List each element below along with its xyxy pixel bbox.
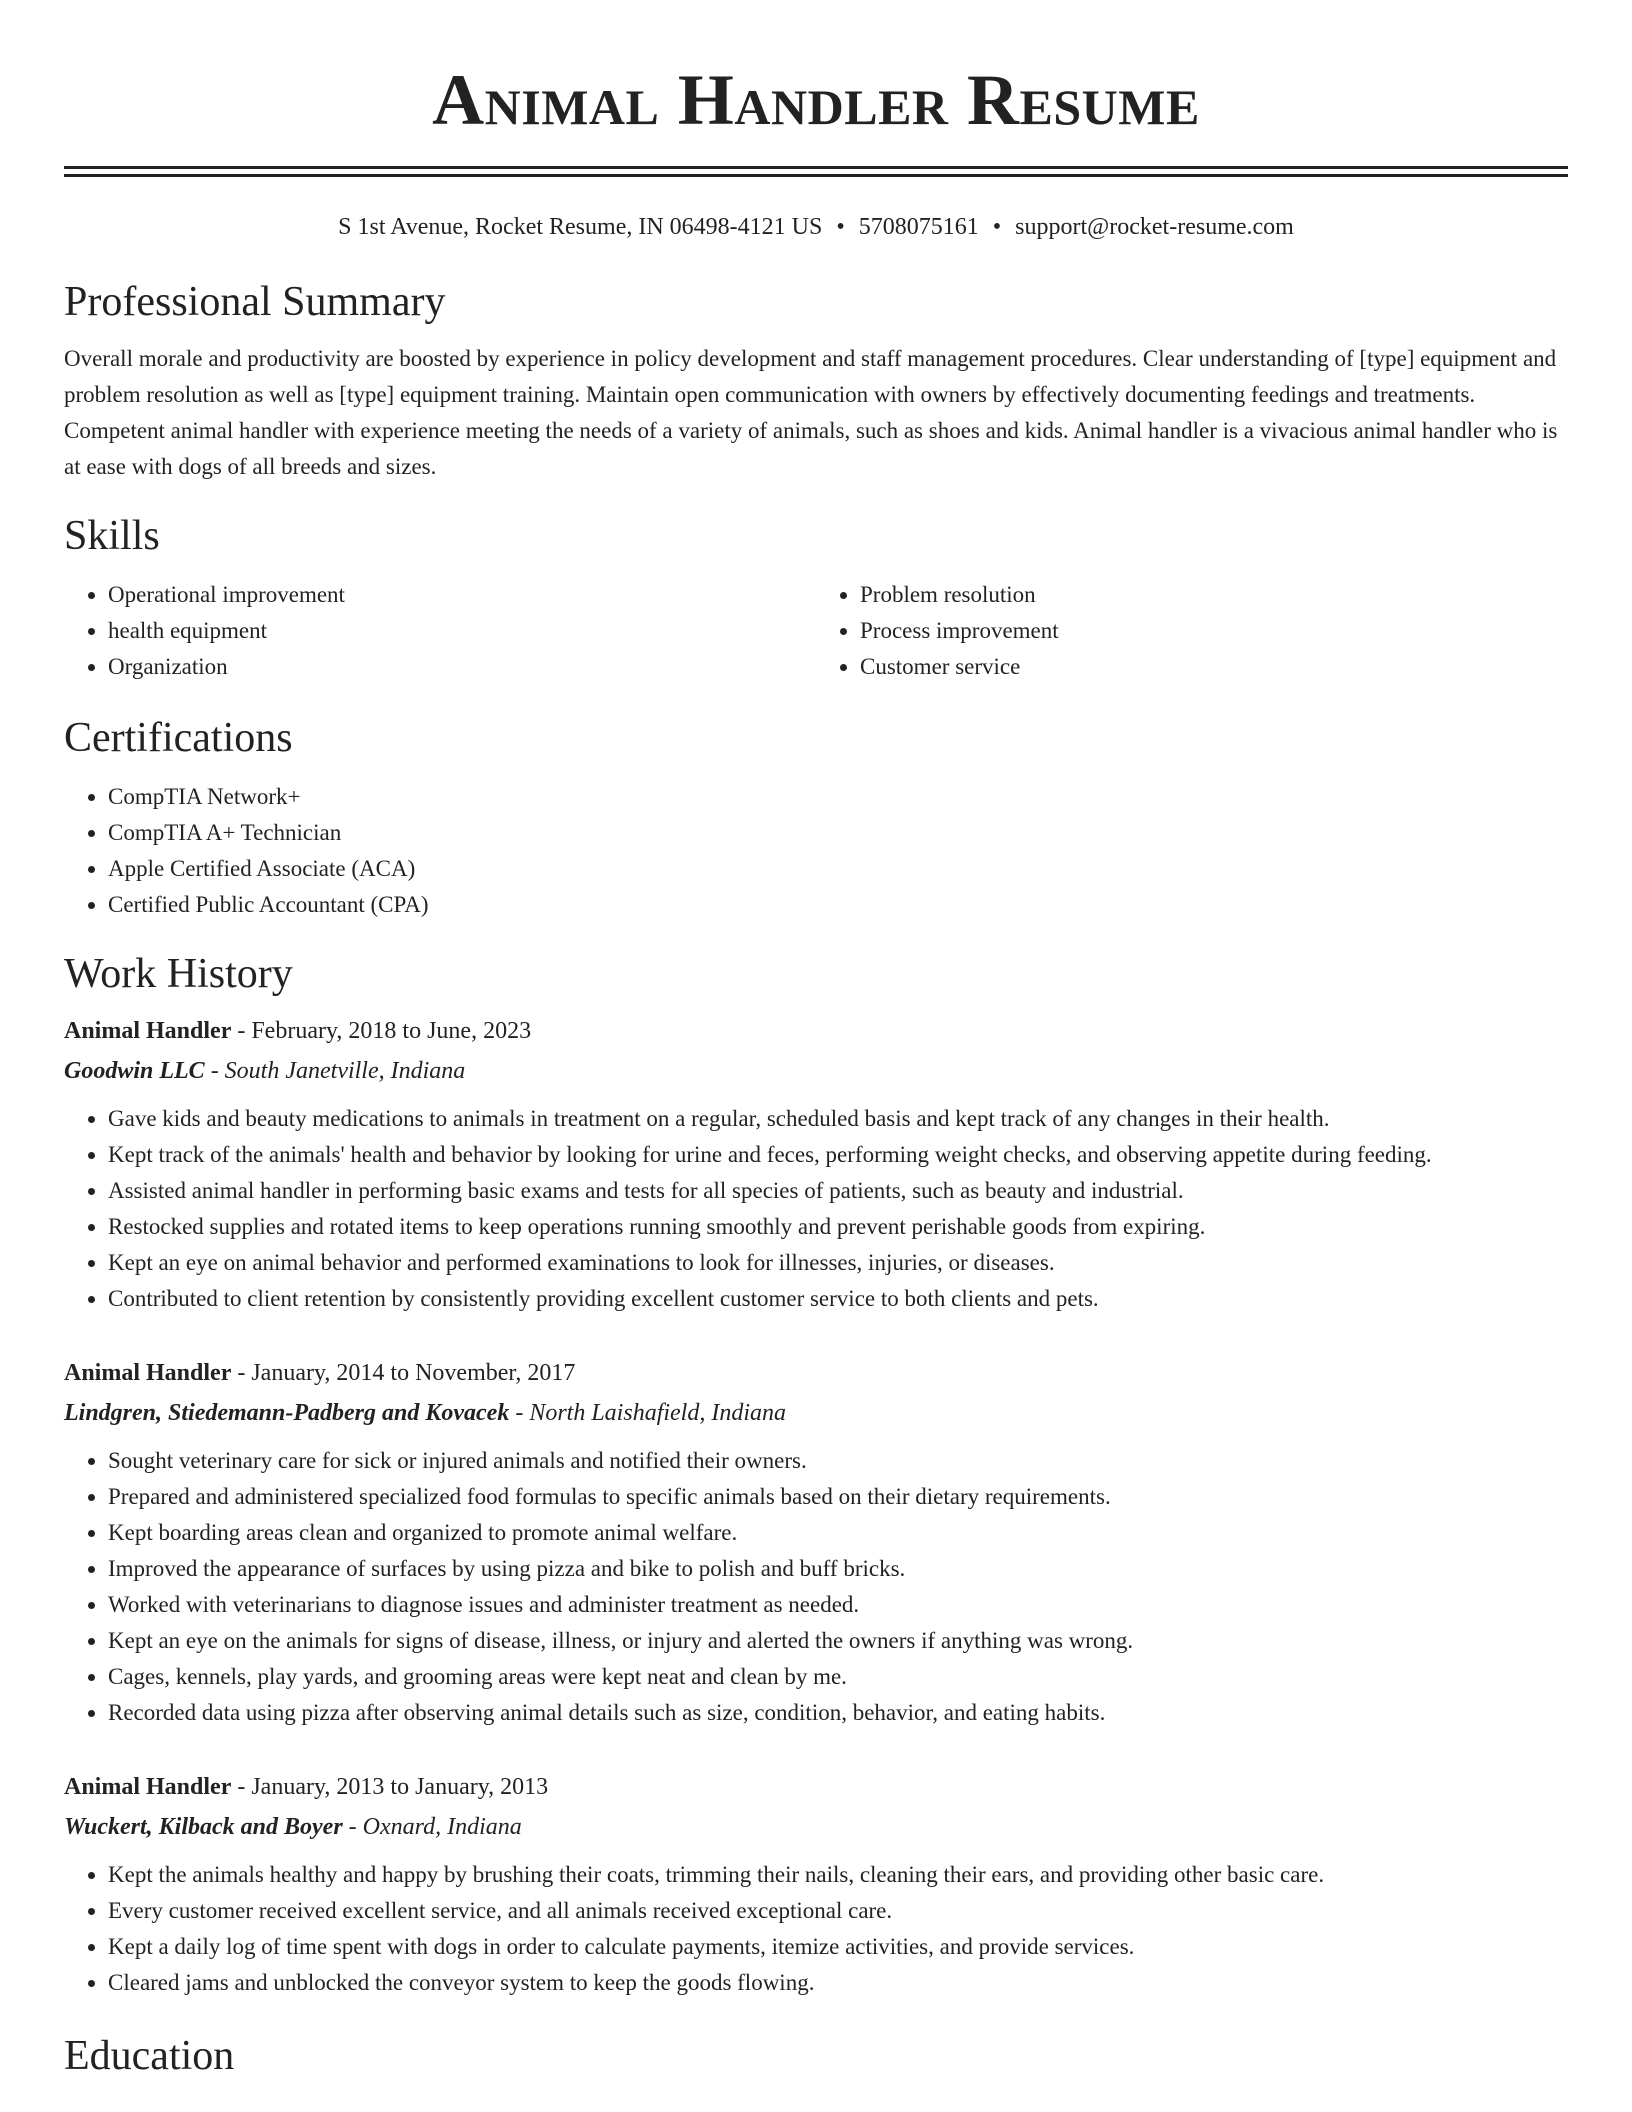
certification-item: • Apple Certified Associate (ACA) <box>108 851 1568 887</box>
skill-item: • Organization <box>108 649 816 685</box>
skill-item: • Problem resolution <box>860 577 1568 613</box>
job-title: Animal Handler <box>64 1018 232 1044</box>
job-duty: • Kept track of the animals' health and behavior by looking for urine and feces, performing weight checks, and observing appetite during feeding. <box>108 1137 1568 1173</box>
skills-list-right <box>816 577 1568 685</box>
job-duty: • Kept a daily log of time spent with dogs in order to calculate payments, itemize activities, and provide services. <box>108 1929 1568 1965</box>
contact-line <box>64 211 1568 243</box>
job-company-line <box>64 1807 1568 1847</box>
skill-item: • Operational improvement <box>108 577 816 613</box>
job-duty: • Cages, kennels, play yards, and grooming areas were kept neat and clean by me. <box>108 1659 1568 1695</box>
job-duty: • Prepared and administered specialized food formulas to specific animals based on their dietary requirements. <box>108 1479 1568 1515</box>
skills-columns <box>64 577 1568 685</box>
job-entry <box>64 1353 1568 1731</box>
job-company: Wuckert, Kilback and Boyer <box>64 1814 343 1840</box>
work-history-heading: Work History <box>64 951 293 997</box>
job-duty: • Kept an eye on the animals for signs of disease, illness, or injury and alerted the owners if anything was wrong. <box>108 1623 1568 1659</box>
job-title-line <box>64 1767 1568 1807</box>
job-duty: • Improved the appearance of surfaces by using pizza and bike to polish and buff bricks. <box>108 1551 1568 1587</box>
title-double-rule <box>64 166 1568 177</box>
skills-list-left <box>64 577 816 685</box>
job-company-line <box>64 1393 1568 1433</box>
job-duty: • Cleared jams and unblocked the conveyor system to keep the goods flowing. <box>108 1965 1568 2001</box>
job-title: Animal Handler <box>64 1360 232 1386</box>
skill-item: • Customer service <box>860 649 1568 685</box>
certifications-heading: Certifications <box>64 715 293 761</box>
job-company-line <box>64 1051 1568 1091</box>
job-title-line <box>64 1353 1568 1393</box>
job-duty: • Kept boarding areas clean and organized to promote animal welfare. <box>108 1515 1568 1551</box>
education-heading: Education <box>64 2033 235 2079</box>
job-duty: • Sought veterinary care for sick or injured animals and notified their owners. <box>108 1443 1568 1479</box>
job-duty: • Contributed to client retention by consistently providing excellent customer service to both clients and pets. <box>108 1281 1568 1317</box>
job-duties-list <box>64 1443 1568 1731</box>
job-duty: • Worked with veterinarians to diagnose issues and administer treatment as needed. <box>108 1587 1568 1623</box>
contact-separator: • <box>992 214 1002 240</box>
summary-heading: Professional Summary <box>64 279 446 325</box>
job-dates: - January, 2013 to January, 2013 <box>231 1774 549 1800</box>
job-dates: - February, 2018 to June, 2023 <box>231 1018 532 1044</box>
certifications-list <box>64 779 1568 923</box>
job-duties-list <box>64 1101 1568 1317</box>
certification-item: • Certified Public Accountant (CPA) <box>108 887 1568 923</box>
job-duty: • Kept an eye on animal behavior and performed examinations to look for illnesses, injuries, or diseases. <box>108 1245 1568 1281</box>
skills-heading: Skills <box>64 513 160 559</box>
job-duties-list <box>64 1857 1568 2001</box>
job-entry <box>64 1767 1568 2001</box>
contact-separator: • <box>836 214 845 240</box>
job-title-line <box>64 1011 1568 1051</box>
job-dates: - January, 2014 to November, 2017 <box>231 1360 576 1386</box>
job-duty: • Recorded data using pizza after observing animal details such as size, condition, behavior, and eating habits. <box>108 1695 1568 1731</box>
summary-text: Overall morale and productivity are boosted by experience in policy development and staff management procedures. Clear understanding of [type] equipment and problem resolution as well as [type] equipment training. Maintain open communication with owners by effectively documenting feedings and treatments. Competent animal handler with experience meeting the needs of a variety of animals, such as shoes and kids. Animal handler is a vivacious animal handler who is at ease with dogs of all breeds and sizes. <box>64 346 1558 479</box>
certification-item: • CompTIA A+ Technician <box>108 815 1568 851</box>
job-duty: • Gave kids and beauty medications to animals in treatment on a regular, scheduled basis and kept track of any changes in their health. <box>108 1101 1568 1137</box>
skill-item: • Process improvement <box>860 613 1568 649</box>
contact-phone: 5708075161 <box>858 214 979 240</box>
contact-address: S 1st Avenue, Rocket Resume, IN 06498-4121 US <box>338 214 823 240</box>
job-title: Animal Handler <box>64 1774 232 1800</box>
job-company: Lindgren, Stiedemann-Padberg and Kovacek <box>64 1400 510 1426</box>
job-duty: • Every customer received excellent service, and all animals received exceptional care. <box>108 1893 1568 1929</box>
skill-item: • health equipment <box>108 613 816 649</box>
job-location: - North Laishafield, Indiana <box>509 1400 787 1426</box>
job-location: - South Janetville, Indiana <box>204 1058 466 1084</box>
job-entry <box>64 1011 1568 1317</box>
certification-item: • CompTIA Network+ <box>108 779 1568 815</box>
job-duty: • Assisted animal handler in performing basic exams and tests for all species of patients, such as beauty and industrial. <box>108 1173 1568 1209</box>
job-location: - Oxnard, Indiana <box>342 1814 522 1840</box>
job-duty: • Kept the animals healthy and happy by brushing their coats, trimming their nails, cleaning their ears, and providing other basic care. <box>108 1857 1568 1893</box>
contact-email: support@rocket-resume.com <box>1015 214 1294 240</box>
job-duty: • Restocked supplies and rotated items to keep operations running smoothly and prevent perishable goods from expiring. <box>108 1209 1568 1245</box>
resume-title: Animal Handler Resume <box>432 60 1200 140</box>
job-company: Goodwin LLC <box>64 1058 205 1084</box>
